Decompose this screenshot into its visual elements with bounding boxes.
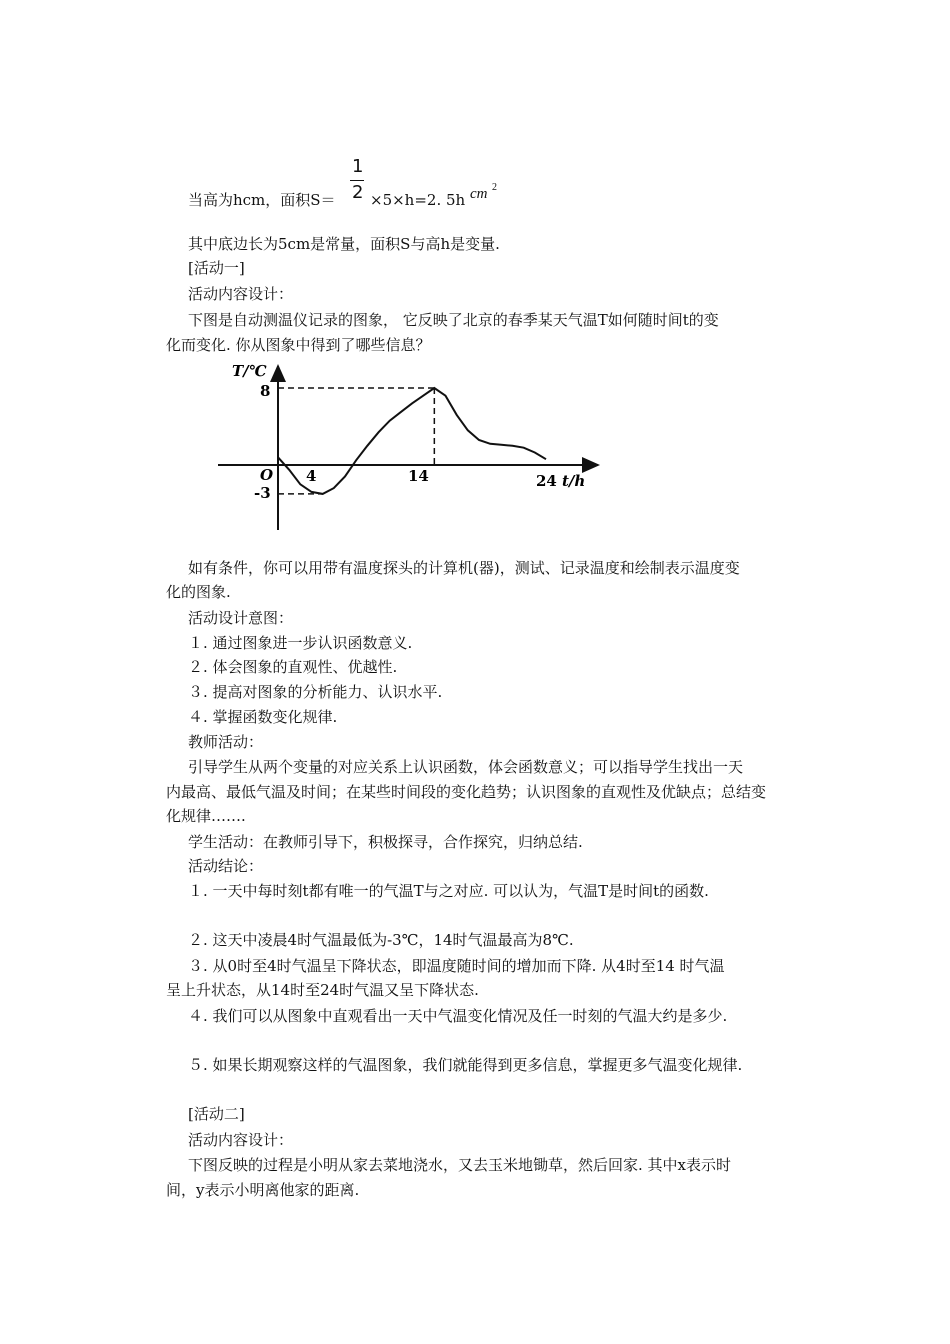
text-line: 活动内容设计： bbox=[188, 1131, 294, 1149]
text-line: 活动内容设计： bbox=[188, 285, 294, 303]
list-item: ５. 如果长期观察这样的气温图象，我们就能得到更多信息，掌握更多气温变化规律. bbox=[188, 1056, 743, 1074]
text-line: 活动设计意图： bbox=[188, 609, 294, 627]
text-line: 化的图象. bbox=[166, 583, 231, 601]
text-line: 化规律……. bbox=[166, 807, 246, 825]
section-heading-activity-2: [活动二] bbox=[188, 1105, 245, 1123]
text-line: 引导学生从两个变量的对应关系上认识函数，体会函数意义；可以指导学生找出一天 bbox=[188, 758, 744, 776]
origin-label: O bbox=[260, 466, 274, 484]
section-heading-activity-1: [活动一] bbox=[188, 259, 245, 277]
text-line: 其中底边长为5cm是常量，面积S与高h是变量. bbox=[188, 235, 500, 253]
text-line: 呈上升状态，从14时至24时气温又呈下降状态. bbox=[166, 981, 479, 999]
list-item: １. 通过图象进一步认识函数意义. bbox=[188, 634, 413, 652]
text-line: 内最高、最低气温及时间；在某些时间段的变化趋势；认识图象的直观性及优缺点；总结变 bbox=[166, 783, 767, 801]
fraction-numerator: 1 bbox=[352, 156, 364, 177]
text-line: 活动结论： bbox=[188, 857, 264, 875]
list-item: ４. 我们可以从图象中直观看出一天中气温变化情况及任一时刻的气温大约是多少. bbox=[188, 1007, 728, 1025]
list-item: ４. 掌握函数变化规律. bbox=[188, 708, 338, 726]
x-axis-label: t/h bbox=[562, 472, 586, 490]
unit-power: 2 bbox=[492, 182, 497, 193]
text-line: 化而变化. 你从图象中得到了哪些信息？ bbox=[166, 336, 431, 354]
list-item: ２. 这天中凌晨4时气温最低为-3℃，14时气温最高为8℃. bbox=[188, 931, 574, 949]
x-tick-label: 24 bbox=[536, 472, 557, 490]
text-line: 下图反映的过程是小明从家去菜地浇水，又去玉米地锄草，然后回家. 其中x表示时 bbox=[188, 1156, 731, 1174]
temperature-chart bbox=[210, 360, 610, 535]
y-axis-label: T/℃ bbox=[232, 362, 267, 380]
x-tick-label: 14 bbox=[408, 467, 429, 485]
fraction-denominator: 2 bbox=[352, 182, 364, 203]
text-line: 下图是自动测温仪记录的图象， 它反映了北京的春季某天气温T如何随时间t的变 bbox=[188, 311, 719, 329]
list-item: ３. 提高对图象的分析能力、认识水平. bbox=[188, 683, 443, 701]
y-tick-label: 8 bbox=[260, 382, 271, 400]
x-tick-label: 4 bbox=[306, 467, 317, 485]
unit-cm: cm bbox=[470, 186, 488, 202]
area-formula-suffix: ×5×h=2. 5h bbox=[370, 191, 466, 209]
fraction-bar bbox=[350, 180, 364, 181]
text-line: 学生活动：在教师引导下，积极探寻，合作探究，归纳总结. bbox=[188, 833, 583, 851]
text-line: 如有条件，你可以用带有温度探头的计算机(器)，测试、记录温度和绘制表示温度变 bbox=[188, 559, 740, 577]
list-item: １. 一天中每时刻t都有唯一的气温T与之对应. 可以认为，气温T是时间t的函数. bbox=[188, 882, 709, 900]
y-tick-label: -3 bbox=[254, 484, 271, 502]
text-line: 教师活动： bbox=[188, 733, 264, 751]
text-line: 间，y表示小明离他家的距离. bbox=[166, 1181, 360, 1199]
list-item: ２. 体会图象的直观性、优越性. bbox=[188, 658, 398, 676]
area-formula-prefix: 当高为hcm，面积S＝ bbox=[188, 191, 336, 209]
list-item: ３. 从0时至4时气温呈下降状态，即温度随时间的增加而下降. 从4时至14 时气温 bbox=[188, 957, 725, 975]
